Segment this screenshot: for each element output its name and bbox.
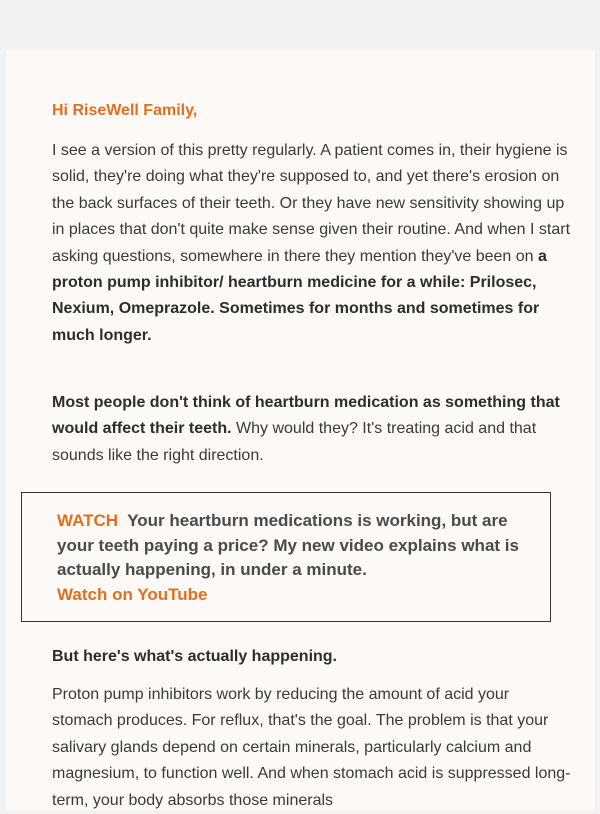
heartburn-text: Why would they? It's treating acid and that sounds like the right direction. <box>52 420 537 464</box>
intro-paragraph <box>52 138 572 349</box>
email-body <box>6 50 595 810</box>
intro-text: I see a version of this pretty regularly. A patient comes in, their hygiene is solid, they're doing what they're supposed to, and yet there's erosion on the back surfaces of their teeth. Or they have new sensitivity showing up in places that don't quite make sense given their routine. And when I start asking questions, somewhere in there they mention they've been on <box>52 142 571 265</box>
callout-text <box>57 509 547 607</box>
watch-label: WATCH <box>57 511 119 530</box>
greeting: Hi RiseWell Family, <box>52 102 198 119</box>
ppi-paragraph: Proton pump inhibitors work by reducing the amount of acid your stomach produces. For reflux, that's the goal. The problem is that your salivary glands depend on certain minerals, particularly calcium and magnesium, to function well. And when stomach acid is suppressed long-term, your body absorbs those minerals <box>52 686 571 809</box>
callout-message: Your heartburn medications is working, but are your teeth paying a price? My new video explains what is actually happening, in under a minute. <box>57 511 519 579</box>
heartburn-paragraph <box>52 390 572 469</box>
section-heading: But here's what's actually happening. <box>52 648 337 665</box>
video-callout <box>21 492 551 622</box>
heartburn-bold-text: Most people don't think of heartburn medication as something that would affect their teeth. <box>52 394 560 438</box>
watch-on-youtube-link[interactable]: Watch on YouTube <box>57 584 208 604</box>
intro-bold-text: a proton pump inhibitor/ heartburn medicine for a while: Prilosec, Nexium, Omeprazole. Sometimes for months and sometimes for much longer. <box>52 247 547 344</box>
